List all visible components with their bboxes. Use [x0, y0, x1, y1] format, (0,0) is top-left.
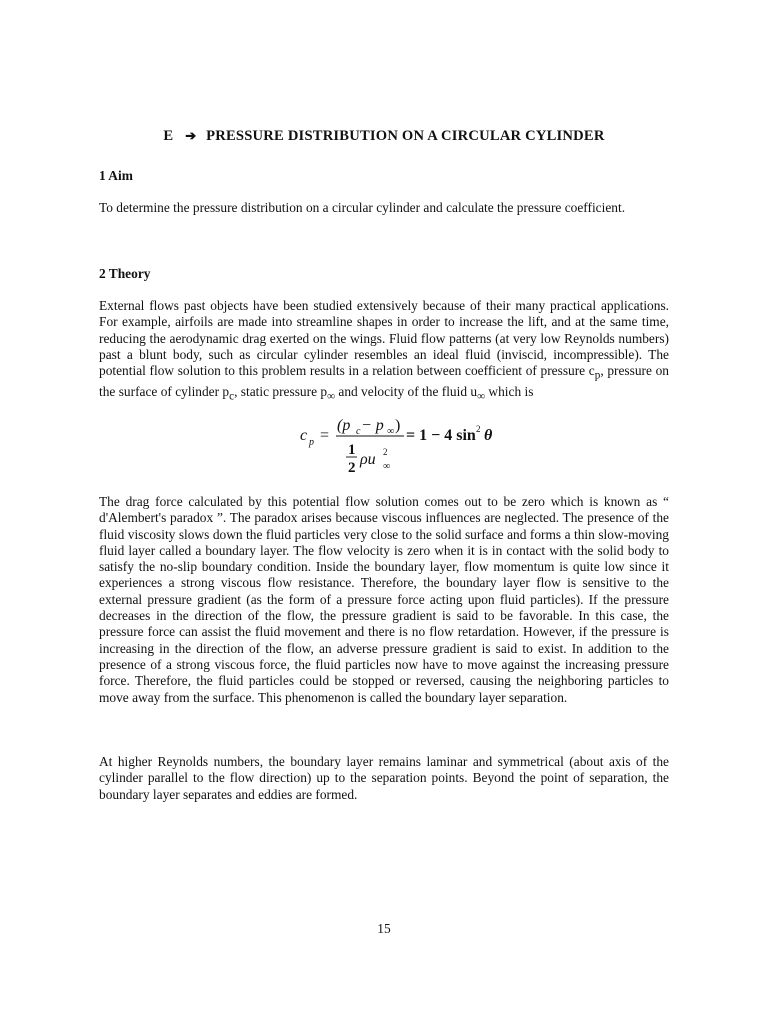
eq-lhs: c — [300, 427, 308, 444]
eq-num-sub-inf: ∞ — [387, 426, 395, 437]
eq-den-one: 1 — [348, 442, 356, 458]
eq-num-minus: − p — [361, 417, 384, 434]
eq-num-close: ) — [395, 417, 401, 434]
eq-den-two: 2 — [348, 460, 356, 476]
section-heading-theory: 2 Theory — [99, 266, 151, 281]
title-letter: E — [163, 128, 174, 144]
eq-num-sub-c: c — [356, 426, 361, 437]
theory-text-part: , pressure on the surface of cylinder p — [99, 363, 669, 400]
theory-text-part: and velocity of the fluid u — [335, 384, 478, 400]
subscript-c: c — [229, 390, 235, 403]
page-title — [0, 128, 768, 144]
subscript-infinity: ∞ — [327, 390, 336, 403]
pressure-coefficient-equation — [300, 410, 510, 480]
aim-paragraph: To determine the pressure distribution on a circular cylinder and calculate the pressure coefficient. — [99, 200, 626, 215]
eq-den-rho: ρu — [360, 451, 376, 468]
eq-den-sup: 2 — [383, 447, 388, 457]
theory-paragraph-3: At higher Reynolds numbers, the boundary layer remains laminar and symmetrical (about axis of the cylinder parallel to the flow direction) up to the separation points. Beyond the point of separation, the boundary layer separates and eddies are formed. — [99, 754, 669, 802]
theory-paragraph-2: The drag force calculated by this potential flow solution comes out to be zero which is known as “ d'Alembert's paradox ”. The paradox arises because viscous influences are neglected. The presence of the fluid viscosity slows down the fluid particles very close to the solid surface and forms a thin slow-moving fluid layer called a boundary layer. The flow velocity is zero when it is in contact with the solid body to satisfy the no-slip boundary condition. Inside the boundary layer, flow momentum is quite low since it experiences a strong viscous flow resistance. Therefore, the boundary layer flow is sensitive to the external pressure gradient (as the form of a pressure force acting upon fluid particles). If the pressure decreases in the direction of the flow, the pressure gradient is said to be favorable. In this case, the pressure force can assist the fluid movement and there is no flow retardation. However, if the pressure is increasing in the direction of the flow, an adverse pressure gradient is said to exist. In addition to the presence of a strong viscous force, the fluid particles now have to move against the increasing pressure force. Therefore, the fluid particles could be stopped or reversed, causing the neighboring particles to move away from the surface. This phenomenon is called the boundary layer separation. — [99, 494, 669, 705]
eq-lhs-sub: p — [309, 437, 314, 448]
eq-rhs-theta: θ — [484, 427, 493, 444]
theory-paragraph-1 — [99, 298, 669, 405]
eq-rhs: = 1 − 4 sin — [406, 427, 476, 444]
theory-text-part: which is — [485, 384, 534, 400]
theory-paragraph-1-text: External flows past objects have been studied extensively because of their many practical applications. For example, airfoils are made into streamline shapes in order to increase the lift, and at the same time, reducing the aerodynamic drag exerted on the wings. Fluid flow patterns (at very low Reynolds numbers) past a blunt body, such as circular cylinder resembles an ideal fluid (inviscid, incompressible). The potential flow solution to this problem results in a relation between coefficient of pressure c — [99, 298, 669, 379]
page-number: 15 — [377, 921, 391, 936]
eq-numerator: (p — [337, 417, 351, 434]
eq-rhs-sup: 2 — [476, 424, 481, 434]
arrow-icon: ➔ — [185, 128, 197, 143]
title-text: PRESSURE DISTRIBUTION ON A CIRCULAR CYLINDER — [206, 128, 605, 144]
subscript-p: p — [594, 369, 601, 382]
theory-text-part: , static pressure p — [234, 384, 328, 400]
eq-den-sub: ∞ — [383, 461, 391, 472]
eq-equals: = — [320, 427, 330, 444]
subscript-infinity: ∞ — [477, 390, 486, 403]
section-heading-aim: 1 Aim — [99, 168, 133, 183]
